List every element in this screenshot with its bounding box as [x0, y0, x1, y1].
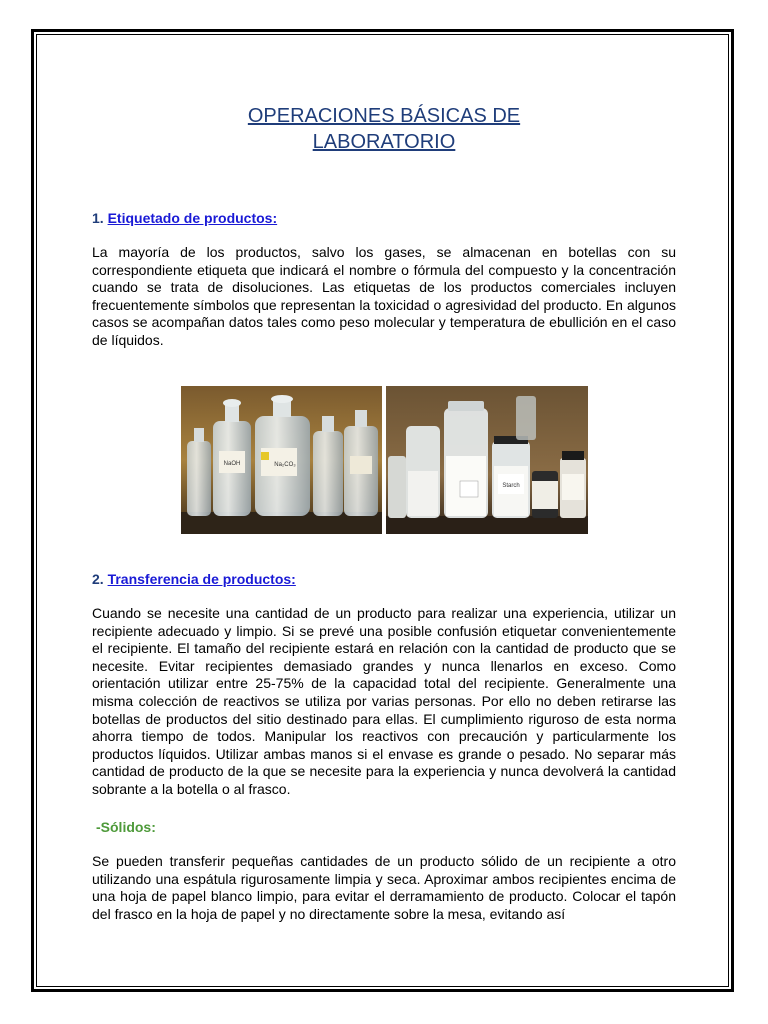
label-naoh: NaOH [223, 461, 241, 467]
page-border-inner [36, 34, 729, 987]
solids-paragraph: Se pueden transferir pequeñas cantidades de un producto sólido de un recipiente a otro utilizando una espátula rigurosamente limpia y seca. Aproximar ambos recipientes encima de una hoja de papel blanco limpio, para evitar el derramamiento de producto. Colocar el tapón del frasco en la hoja de papel y no directamente sobre la mesa, evitando así [92, 853, 676, 922]
title-line-2: LABORATORIO [312, 131, 456, 153]
document-title [0, 103, 768, 155]
section-2-number: 2. [92, 571, 108, 587]
solids-heading: -Sólidos: [96, 819, 156, 835]
label-na2co3: Na₂CO₃ [274, 462, 296, 468]
section-1-heading [92, 209, 277, 227]
section-2-link[interactable]: Transferencia de productos: [107, 571, 296, 587]
reagent-bottles-photo [181, 386, 382, 534]
section-1-number: 1. [92, 210, 108, 226]
section-2-paragraph: Cuando se necesite una cantidad de un producto para realizar una experiencia, utilizar un recipiente adecuado y limpio. Si se prevé una posible confusión etiquetar convenientemente el recipiente. El tamaño del recipiente estará en relación con la cantidad de producto que se necesite. Evitar recipientes demasiado grandes y nunca llenarlos en exceso. Como orientación utilizar entre 25-75% de la capacidad total del recipiente. Generalmente una misma colección de reactivos se utiliza por varias personas. Por ello no deben retirarse las botellas de productos del sitio destinado para ellas. El cumplimiento riguroso de esta norma ahorra tiempo de todos. Manipular los reactivos con precaución y particularmente los productos líquidos. Utilizar ambas manos si el envase es grande o pesado. No separar más cantidad de producto de la que se necesite para la experiencia y nunca devolverá la cantidad sobrante a la botella o al frasco. [92, 605, 676, 797]
section-1-link[interactable]: Etiquetado de productos: [107, 210, 278, 226]
title-line-1: OPERACIONES BÁSICAS DE [247, 105, 521, 127]
section-1-paragraph: La mayoría de los productos, salvo los gases, se almacenan en botellas con su correspondiente etiqueta que indicará el nombre o fórmula del compuesto y la concentración cuando se trata de disoluciones. Las etiquetas de los productos comerciales incluyen frecuentemente símbolos que representan la toxicidad o agresividad del producto. En algunos casos se acompañan datos tales como peso molecular y temperatura de ebullición en el caso de líquidos. [92, 244, 676, 348]
powder-jars-photo [386, 386, 588, 534]
section-2-heading [92, 570, 296, 588]
label-starch: Starch [502, 483, 520, 489]
